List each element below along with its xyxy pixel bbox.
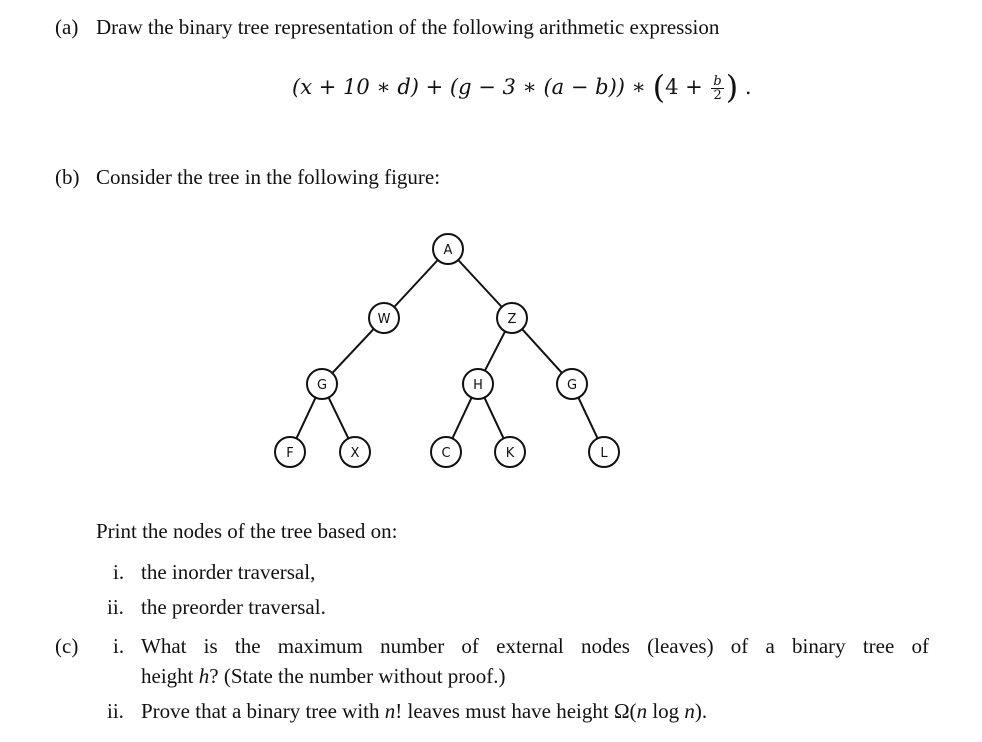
part-a-text: Draw the binary tree representation of the following arithmetic expression	[96, 15, 720, 39]
part-b-label: (b)	[55, 165, 80, 189]
height-var: h	[198, 664, 210, 688]
tree-edge-z-h	[485, 331, 505, 370]
tree-node-label-a: A	[443, 243, 453, 258]
tree-edge-a-w	[394, 260, 438, 307]
tree-edge-a-z	[458, 260, 502, 307]
tree-edge-h-c	[452, 398, 471, 439]
item-preorder: the preorder traversal.	[141, 595, 326, 619]
tree-node-label-z: Z	[507, 312, 517, 327]
item-num-inorder: i.	[113, 560, 125, 584]
tree-node-label-w: W	[377, 312, 391, 327]
prove-text-a: Prove that a binary tree with	[141, 699, 385, 723]
tree-node-label-h: H	[473, 378, 483, 393]
tree-node-label-g1: G	[316, 378, 328, 393]
item-inorder: the inorder traversal,	[141, 560, 316, 584]
part-c-label: (c)	[55, 634, 79, 658]
height-text-a: height	[141, 664, 199, 688]
item-num-preorder: ii.	[107, 595, 124, 619]
fraction-numerator: b	[713, 74, 722, 89]
height-text-b: ? (State the number without proof.)	[209, 664, 506, 688]
tree-node-label-f: F	[286, 446, 294, 461]
tree-node-label-g2: G	[566, 378, 578, 393]
part-a-label: (a)	[55, 15, 79, 39]
part-c-item2	[141, 698, 707, 724]
fraction-denominator: 2	[713, 88, 722, 103]
n-var-1: n	[384, 699, 396, 723]
tree-node-label-k: K	[505, 446, 515, 461]
tree-edge-g2-l	[578, 398, 597, 439]
part-b-text: Consider the tree in the following figure:	[96, 165, 441, 189]
tree-edge-g1-f	[296, 398, 315, 439]
tree-edge-h-k	[484, 398, 503, 439]
part-c-item2-num: ii.	[107, 699, 124, 723]
n-var-2: n	[636, 699, 648, 723]
part-c-item1-line2	[141, 663, 506, 689]
n-var-3: n	[684, 699, 695, 723]
prove-text-log: log	[647, 699, 685, 723]
part-c-item1-line1: What is the maximum number of external nodes (leaves) of a binary tree of	[141, 634, 929, 658]
print-instruction: Print the nodes of the tree based on:	[96, 519, 398, 543]
expression-four-plus: 4 +	[665, 75, 703, 99]
expression-close-paren: )	[725, 68, 739, 106]
tree-edge-w-g1	[332, 329, 373, 373]
expression-end: .	[744, 75, 752, 99]
prove-text-end: ).	[694, 699, 708, 723]
tree-node-label-c: C	[441, 446, 451, 461]
part-c-item1-num: i.	[113, 634, 125, 658]
expression-part1: (x + 10 ∗ d) + (g − 3 ∗ (a − b)) ∗	[292, 75, 646, 99]
tree-node-label-l: L	[600, 446, 608, 461]
expression-open-paren: (	[652, 68, 666, 106]
tree-node-label-x: X	[350, 446, 360, 461]
tree-edge-z-g2	[522, 329, 562, 373]
tree-edge-g1-x	[329, 397, 349, 438]
prove-text-b: ! leaves must have height Ω(	[395, 699, 637, 723]
